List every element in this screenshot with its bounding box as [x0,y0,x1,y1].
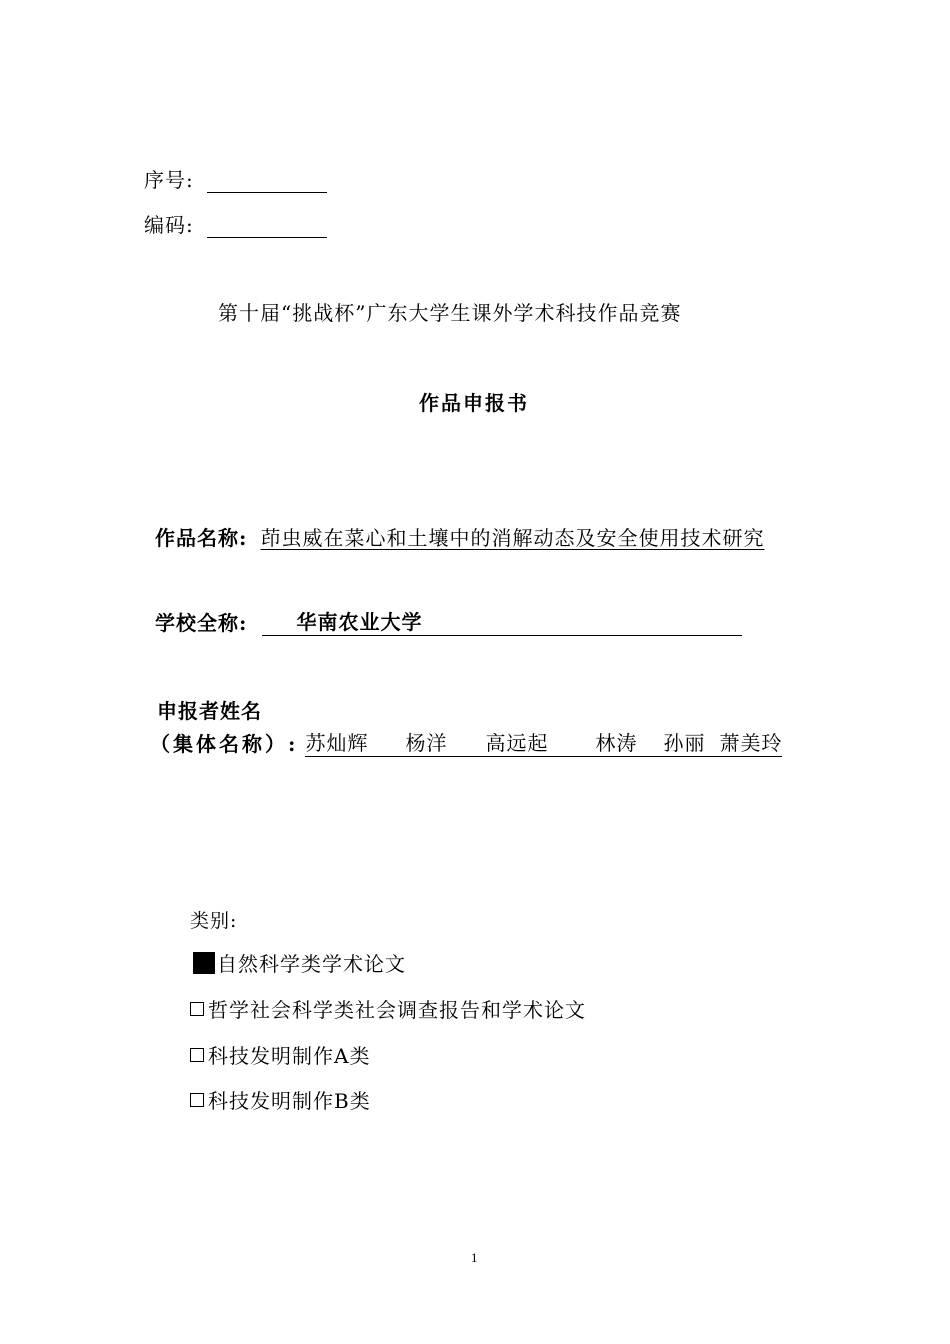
competition-title: 第十届“挑战杯”广东大学生课外学术科技作品竞赛 [218,301,682,325]
applicant-label-line2: （集体名称）: [150,732,299,756]
school-label: 学校全称: [155,611,248,635]
category-option-label: 哲学社会科学类社会调查报告和学术论文 [208,998,586,1022]
document-title: 作品申报书 [419,391,529,415]
code-label: 编码: [144,213,194,237]
work-name-label: 作品名称: [155,526,248,550]
category-option-label: 科技发明制作A类 [208,1044,371,1068]
applicant-name: 高远起 [485,731,549,755]
work-name-value: 茚虫威在菜心和土壤中的消解动态及安全使用技术研究 [260,526,765,550]
category-option-label: 科技发明制作B类 [208,1089,371,1113]
unchecked-box-icon[interactable] [190,1093,204,1107]
applicant-row [150,730,782,757]
category-option[interactable] [190,1085,371,1114]
serial-number-label: 序号: [144,168,194,192]
applicant-name: 杨洋 [405,731,448,755]
applicant-names [305,730,782,757]
serial-number-blank [207,191,327,193]
serial-number-row [144,164,327,193]
category-option[interactable] [190,994,586,1023]
unchecked-box-icon[interactable] [190,1002,204,1016]
code-row [144,209,327,238]
applicant-label-line1: 申报者姓名 [157,699,262,723]
school-row [155,609,742,636]
applicant-name: 萧美玲 [719,731,783,755]
applicant-name: 孙丽 [663,731,706,755]
applicant-name: 林涛 [595,731,638,755]
category-option[interactable] [193,948,406,977]
school-value: 华南农业大学 [262,609,742,636]
category-label: 类别: [190,910,238,932]
category-option-label: 自然科学类学术论文 [217,952,406,976]
work-name-row [155,522,764,551]
category-option[interactable] [190,1040,370,1069]
unchecked-box-icon[interactable] [190,1048,204,1062]
applicant-name: 苏灿辉 [305,731,369,755]
code-blank [207,236,327,238]
page-number: 1 [471,1250,478,1265]
checked-box-icon[interactable] [193,952,215,974]
